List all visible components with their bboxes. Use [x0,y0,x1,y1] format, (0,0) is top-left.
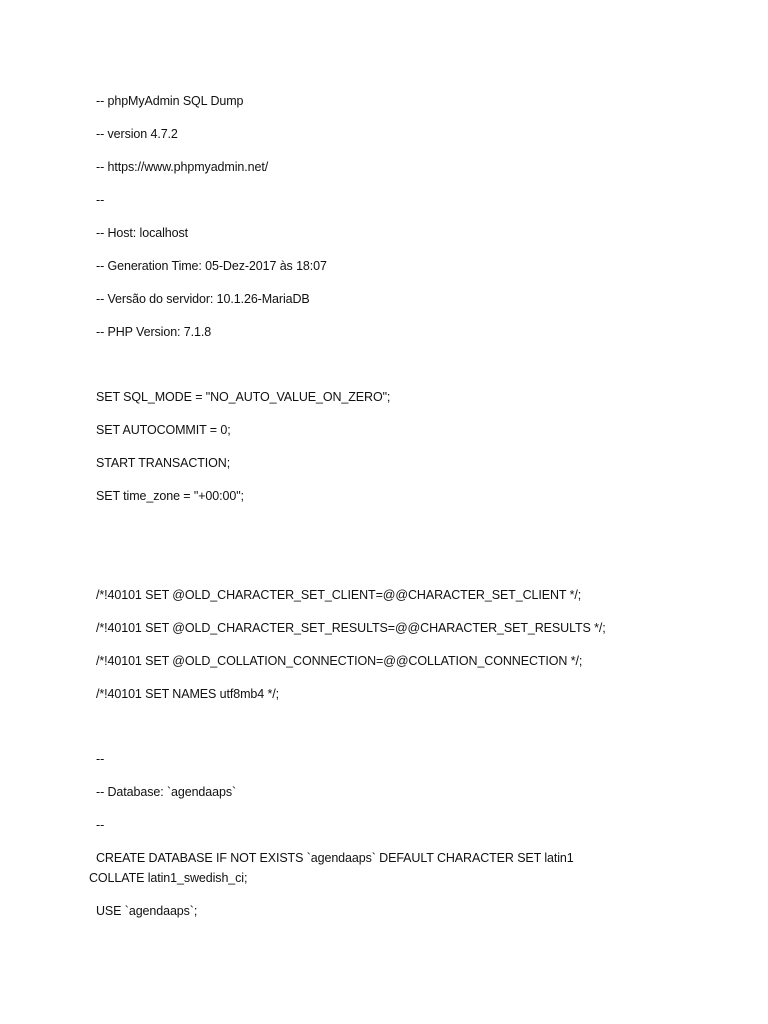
comment-url: -- https://www.phpmyadmin.net/ [96,160,269,174]
comment-database: -- Database: `agendaaps` [96,785,237,799]
comment-dump-title: -- phpMyAdmin SQL Dump [96,94,244,108]
comment-php-version: -- PHP Version: 7.1.8 [96,325,212,339]
sql-old-charset-results: /*!40101 SET @OLD_CHARACTER_SET_RESULTS=@@CHARACTER_SET_RESULTS */; [96,621,606,635]
comment-host: -- Host: localhost [96,226,188,240]
sql-set-time-zone: SET time_zone = "+00:00"; [96,489,244,503]
comment-version: -- version 4.7.2 [96,127,178,141]
comment-separator: -- [96,752,105,766]
comment-server-version: -- Versão do servidor: 10.1.26-MariaDB [96,292,310,306]
sql-set-autocommit: SET AUTOCOMMIT = 0; [96,423,231,437]
comment-separator: -- [96,193,105,207]
sql-old-charset-client: /*!40101 SET @OLD_CHARACTER_SET_CLIENT=@@CHARACTER_SET_CLIENT */; [96,588,582,602]
sql-set-names: /*!40101 SET NAMES utf8mb4 */; [96,687,279,701]
sql-create-database: CREATE DATABASE IF NOT EXISTS `agendaaps` DEFAULT CHARACTER SET latin1 COLLATE latin1_swedish_ci; [89,851,574,885]
sql-old-collation: /*!40101 SET @OLD_COLLATION_CONNECTION=@@COLLATION_CONNECTION */; [96,654,583,668]
sql-use-database: USE `agendaaps`; [96,904,198,918]
comment-separator: -- [96,818,105,832]
sql-start-transaction: START TRANSACTION; [96,456,231,470]
comment-generation-time: -- Generation Time: 05-Dez-2017 às 18:07 [96,259,327,273]
sql-set-mode: SET SQL_MODE = "NO_AUTO_VALUE_ON_ZERO"; [96,390,391,404]
